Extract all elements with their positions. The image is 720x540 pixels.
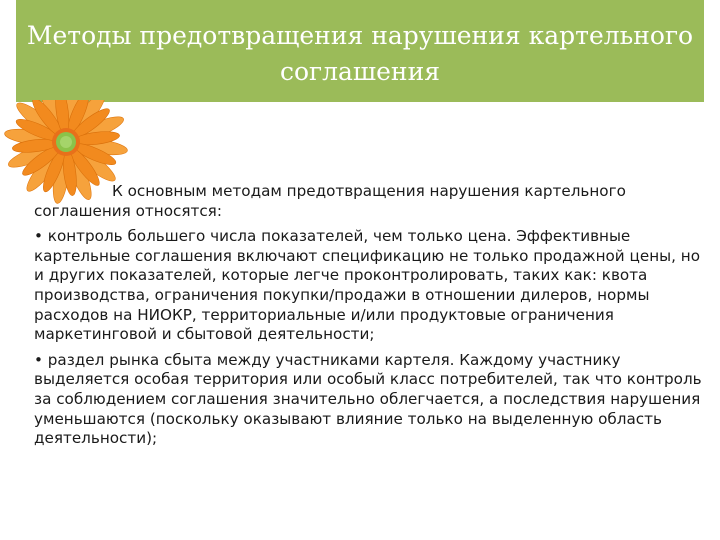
slide-title: Методы предотвращения нарушения картельного соглашения [26,21,694,86]
title-bar [16,0,704,102]
slide-body [34,182,706,455]
intro-text: К основным методам предотвращения нарушения картельного соглашения относятся: [34,182,626,220]
bullet-item: • контроль большего числа показателей, чем только цена. Эффективные картельные соглашения включают спецификацию не только продажной цены, но и других показателей, которые легче проконтролировать, таких как: квота производства, ограничения покупки/продажи в отношении дилеров, нормы расходов на НИОКР, территориальные и/или продуктовые ограничения маркетинговой и сбытовой деятельности; [34,227,700,344]
bullet-item: • раздел рынка сбыта между участниками картеля. Каждому участнику выделяется особая территория или особый класс потребителей, так что контроль за соблюдением соглашения значительно облегчается, а последствия нарушения уменьшаются (поскольку оказывают влияние только на выделенную область деятельности); [34,350,702,448]
